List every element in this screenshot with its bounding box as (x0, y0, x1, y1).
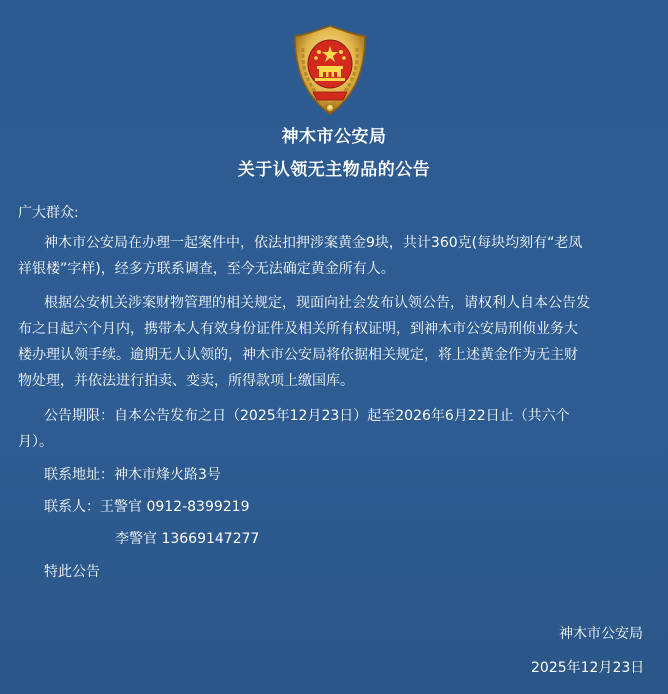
signature-org: 神木市公安局 (559, 626, 643, 642)
page-title: 神木市公安局 (281, 127, 387, 147)
para2-line2: 布之日起六个月内，携带本人有效身份证件及相关所有权证明，到神木市公安局刑侦业务大 (18, 321, 578, 337)
para2-line4: 物处理，并依法进行拍卖、变卖，所得款项上缴国库。 (18, 373, 354, 389)
para1-line1: 神木市公安局在办理一起案件中，依法扣押涉案黄金9块，共计360克(每块均刻有“老凤 (44, 235, 583, 251)
page-subtitle: 关于认领无主物品的公告 (237, 160, 431, 180)
para1-line2: 祥银楼”字样)，经多方联系调查，至今无法确定黄金所有人。 (18, 261, 395, 277)
contact-address: 联系地址：神木市烽火路3号 (44, 467, 221, 483)
contact-person-1: 联系人：王警官 0912-8399219 (44, 499, 250, 515)
police-emblem-icon (289, 22, 371, 118)
para2-line3: 楼办理认领手续。逾期无人认领的，神木市公安局将依据相关规定，将上述黄金作为无主财 (18, 347, 578, 363)
closing-text: 特此公告 (44, 564, 100, 580)
period-line1: 公告期限：自本公告发布之日（2025年12月23日）起至2026年6月22日止（共六个 (44, 408, 570, 424)
para2-line1: 根据公安机关涉案财物管理的相关规定，现面向社会发布认领公告，请权利人自本公告发 (44, 295, 590, 311)
period-line2: 月）。 (18, 434, 53, 450)
salutation: 广大群众: (18, 205, 79, 221)
signature-date: 2025年12月23日 (531, 660, 645, 676)
contact-person-2: 李警官 13669147277 (115, 531, 260, 547)
